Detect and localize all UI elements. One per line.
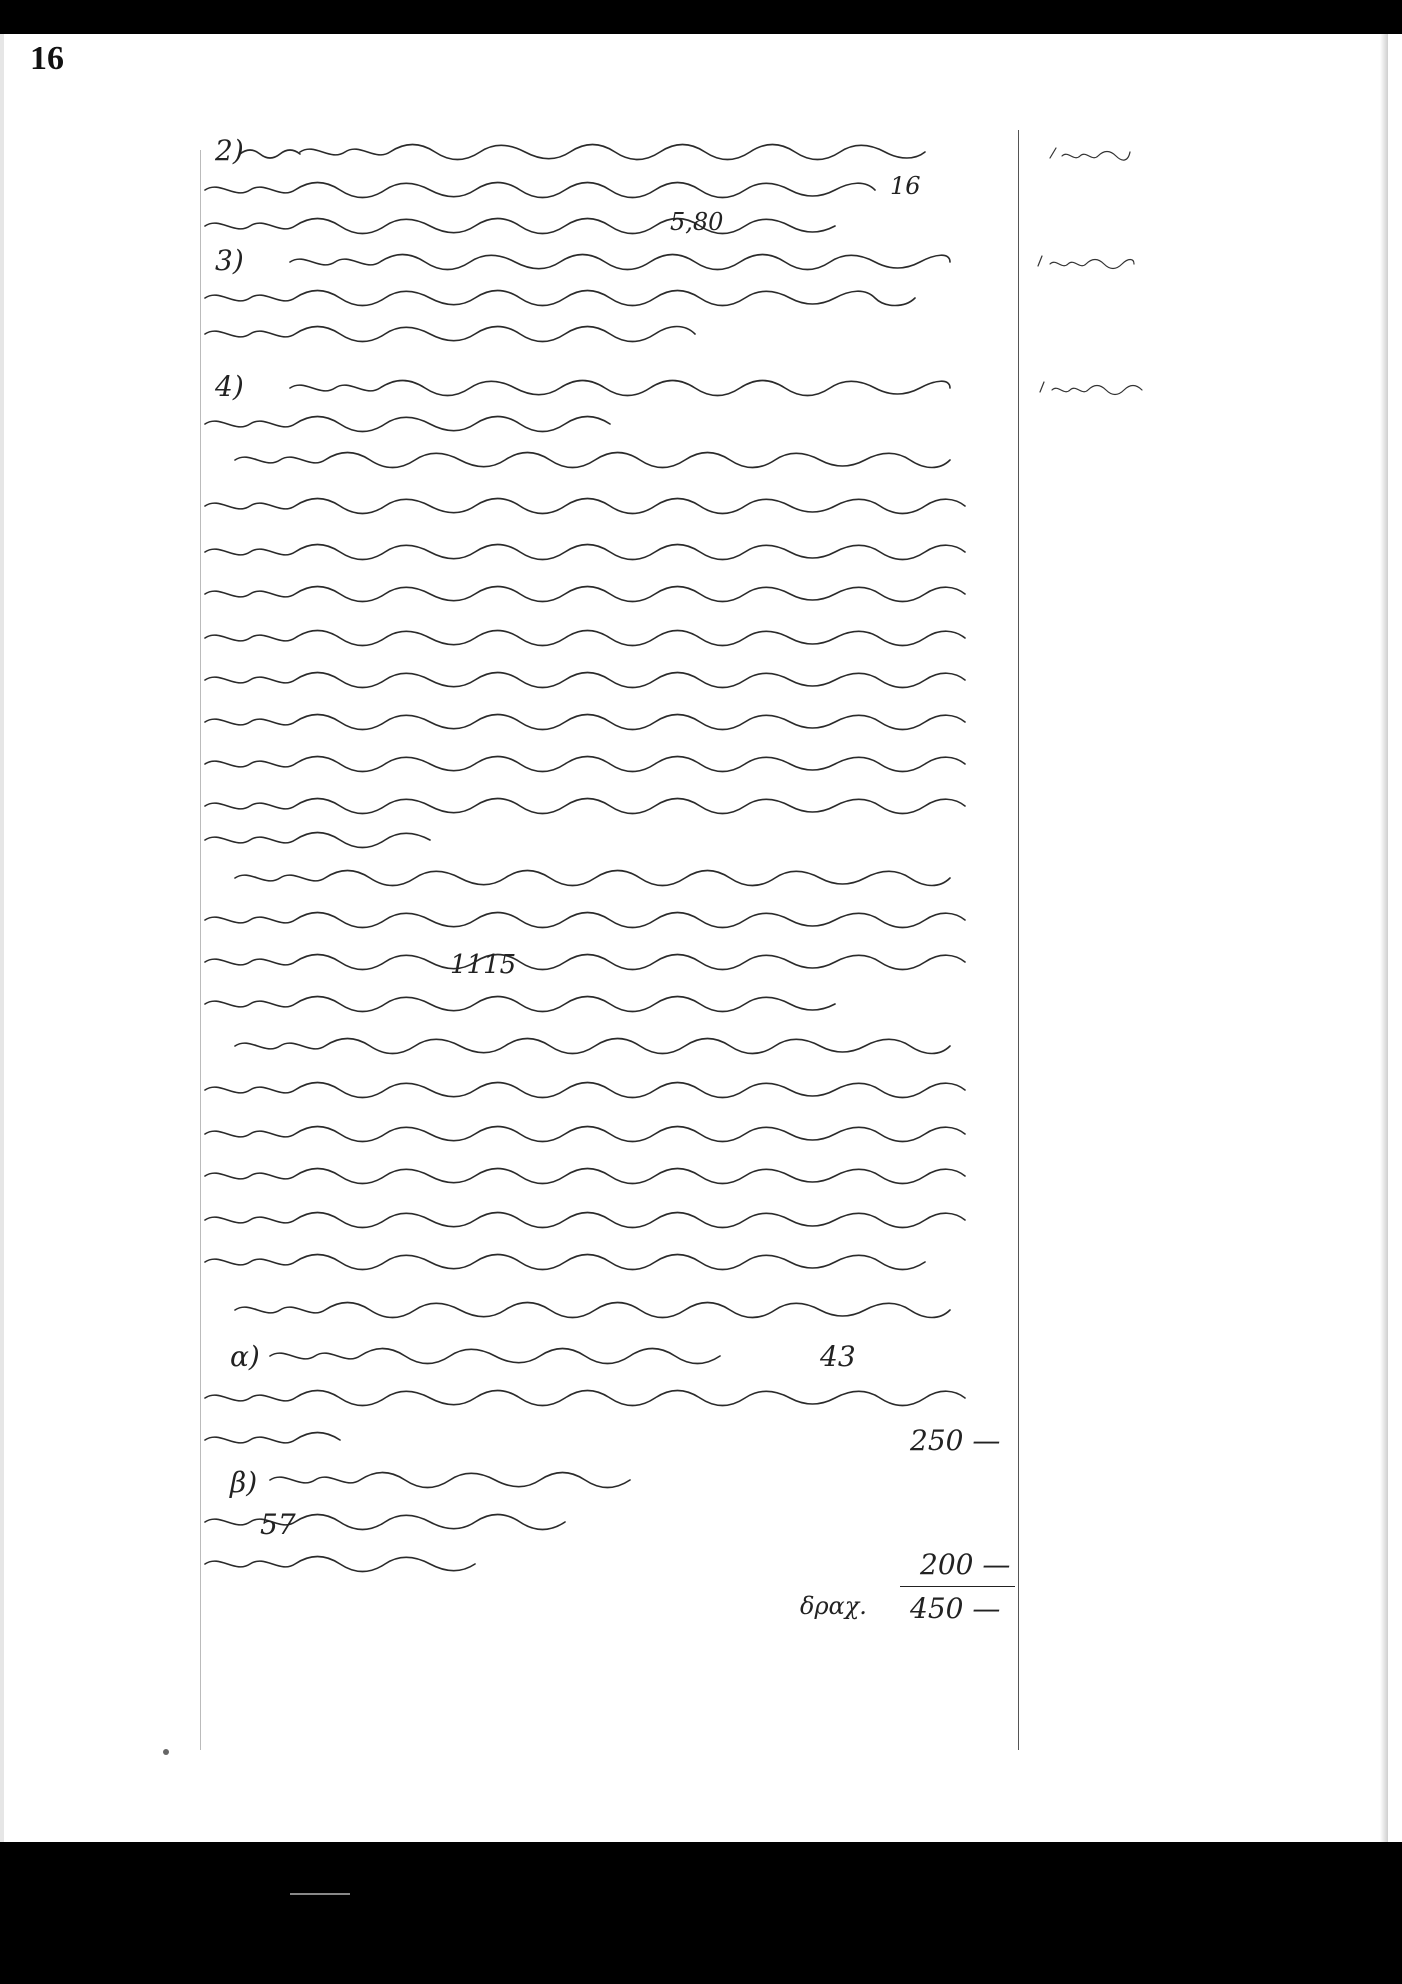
list-marker-b: β) xyxy=(230,1466,258,1499)
price-per-copy: 5,80 xyxy=(670,208,724,236)
ink-dot xyxy=(163,1749,169,1755)
page-number: 16 xyxy=(30,40,64,77)
list-marker-3: 3) xyxy=(215,244,244,277)
copies-b: 57 xyxy=(260,1508,296,1541)
margin-note-1 xyxy=(1050,148,1130,160)
scan-bottom-border xyxy=(0,1842,1402,1984)
copies-a: 43 xyxy=(820,1340,856,1373)
remaining-budget: 1115 xyxy=(450,950,517,980)
margin-note-2 xyxy=(1038,256,1134,269)
list-marker-4: 4) xyxy=(215,370,244,403)
sum-a: 250 — xyxy=(910,1424,1001,1457)
sum-b: 200 — xyxy=(920,1548,1011,1581)
list-marker-2: 2) xyxy=(215,134,244,167)
total-label: δραχ. xyxy=(800,1592,867,1620)
total-amount: 450 — xyxy=(910,1592,1001,1625)
folio-count: 16 xyxy=(890,172,921,200)
margin-note-3 xyxy=(1040,382,1142,395)
list-marker-a: α) xyxy=(230,1340,260,1373)
bottom-scan-mark xyxy=(290,1893,350,1895)
